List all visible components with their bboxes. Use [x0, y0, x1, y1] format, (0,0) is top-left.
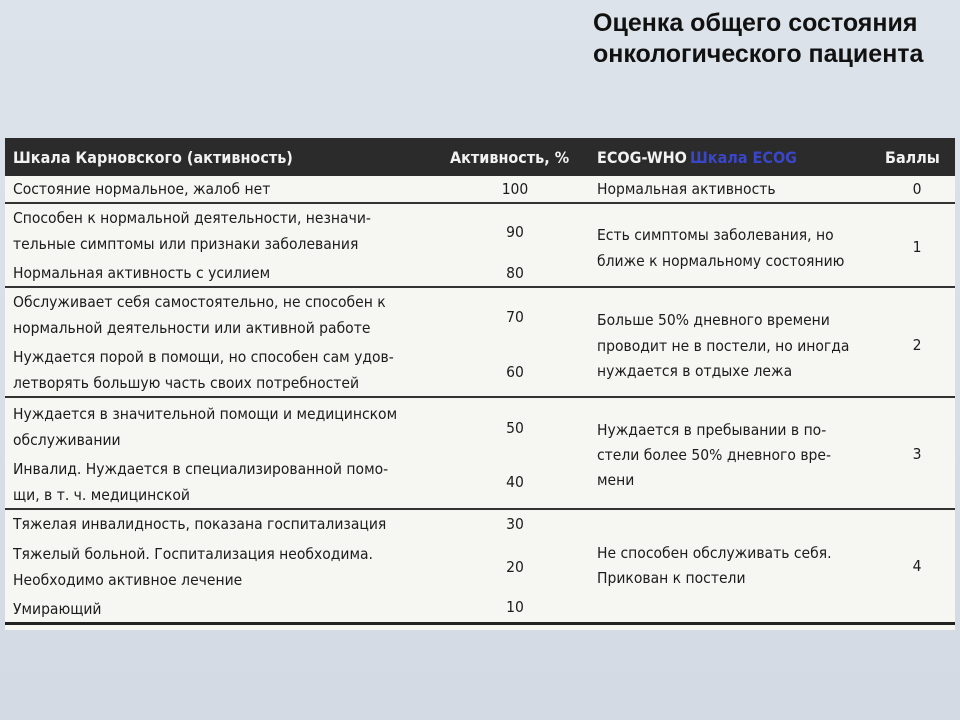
karnofsky-row-60-line2: летворять большую часть своих потребностей	[13, 374, 360, 392]
karnofsky-row-20-value: 20	[506, 558, 524, 576]
karnofsky-row-40-value: 40	[506, 473, 524, 491]
ecog-1-description-line1: Есть симптомы заболевания, но	[597, 226, 834, 244]
karnofsky-row-30-value: 30	[506, 515, 524, 533]
table-header-row	[5, 138, 955, 176]
slide-title: Оценка общего состояния онкологического пациента	[593, 9, 924, 68]
ecog-0-description: Нормальная активность	[597, 180, 776, 198]
ecog-3-description-line1: Нуждается в пребывании в по-	[597, 421, 827, 439]
ecog-4-description-line2: Прикован к постели	[597, 569, 746, 587]
row-divider	[5, 396, 955, 398]
karnofsky-ecog-table	[5, 138, 955, 630]
ecog-1-score: 1	[912, 238, 922, 256]
karnofsky-row-20-line2: Необходимо активное лечение	[13, 571, 243, 589]
karnofsky-row-100-text: Состояние нормальное, жалоб нет	[13, 180, 271, 198]
karnofsky-row-40-line2: щи, в т. ч. медицинской	[13, 486, 190, 504]
karnofsky-row-70-value: 70	[506, 308, 524, 326]
karnofsky-row-100-value: 100	[501, 180, 529, 198]
row-divider	[5, 286, 955, 288]
karnofsky-row-70-line2: нормальной деятельности или активной работе	[13, 319, 371, 337]
ecog-2-description-line1: Больше 50% дневного времени	[597, 311, 830, 329]
ecog-1-description-line2: ближе к нормальному состоянию	[597, 252, 845, 270]
ecog-4-score: 4	[912, 557, 922, 575]
karnofsky-row-70-line1: Обслуживает себя самостоятельно, не способен к	[13, 293, 386, 311]
karnofsky-row-40-line1: Инвалид. Нуждается в специализированной помо-	[13, 460, 389, 478]
ecog-2-description-line2: проводит не в постели, но иногда	[597, 337, 850, 355]
ecog-3-description-line3: мени	[597, 471, 635, 489]
ecog-2-description-line3: нуждается в отдыхе лежа	[597, 362, 793, 380]
row-divider	[5, 202, 955, 204]
header-ecog: ECOG-WHO	[597, 148, 687, 167]
header-karnofsky: Шкала Карновского (активность)	[13, 148, 293, 167]
karnofsky-row-90-line1: Способен к нормальной деятельности, незначи-	[13, 209, 371, 227]
ecog-4-description-line1: Не способен обслуживать себя.	[597, 544, 832, 562]
karnofsky-row-80-text: Нормальная активность с усилием	[13, 264, 271, 282]
karnofsky-row-10-value: 10	[506, 598, 524, 616]
karnofsky-row-10-text: Умирающий	[13, 600, 102, 618]
table-bottom-rule	[5, 622, 955, 625]
row-divider	[5, 508, 955, 510]
karnofsky-row-30-text: Тяжелая инвалидность, показана госпитализация	[13, 515, 387, 533]
ecog-0-score: 0	[912, 180, 922, 198]
ecog-2-score: 2	[912, 336, 922, 354]
karnofsky-row-90-line2: тельные симптомы или признаки заболевания	[13, 235, 359, 253]
karnofsky-row-50-value: 50	[506, 419, 524, 437]
ecog-3-score: 3	[912, 445, 922, 463]
karnofsky-row-50-line2: обслуживании	[13, 431, 121, 449]
karnofsky-row-90-value: 90	[506, 223, 524, 241]
karnofsky-row-50-line1: Нуждается в значительной помощи и медицинском	[13, 405, 398, 423]
karnofsky-row-20-line1: Тяжелый больной. Госпитализация необходима.	[13, 545, 373, 563]
header-activity: Активность, %	[450, 148, 570, 167]
karnofsky-row-60-line1: Нуждается порой в помощи, но способен сам удов-	[13, 348, 394, 366]
karnofsky-row-60-value: 60	[506, 363, 524, 381]
karnofsky-row-80-value: 80	[506, 264, 524, 282]
ecog-3-description-line2: стели более 50% дневного вре-	[597, 446, 832, 464]
header-ecog-overlay: Шкала ECOG	[690, 148, 797, 167]
header-score: Баллы	[885, 148, 940, 167]
